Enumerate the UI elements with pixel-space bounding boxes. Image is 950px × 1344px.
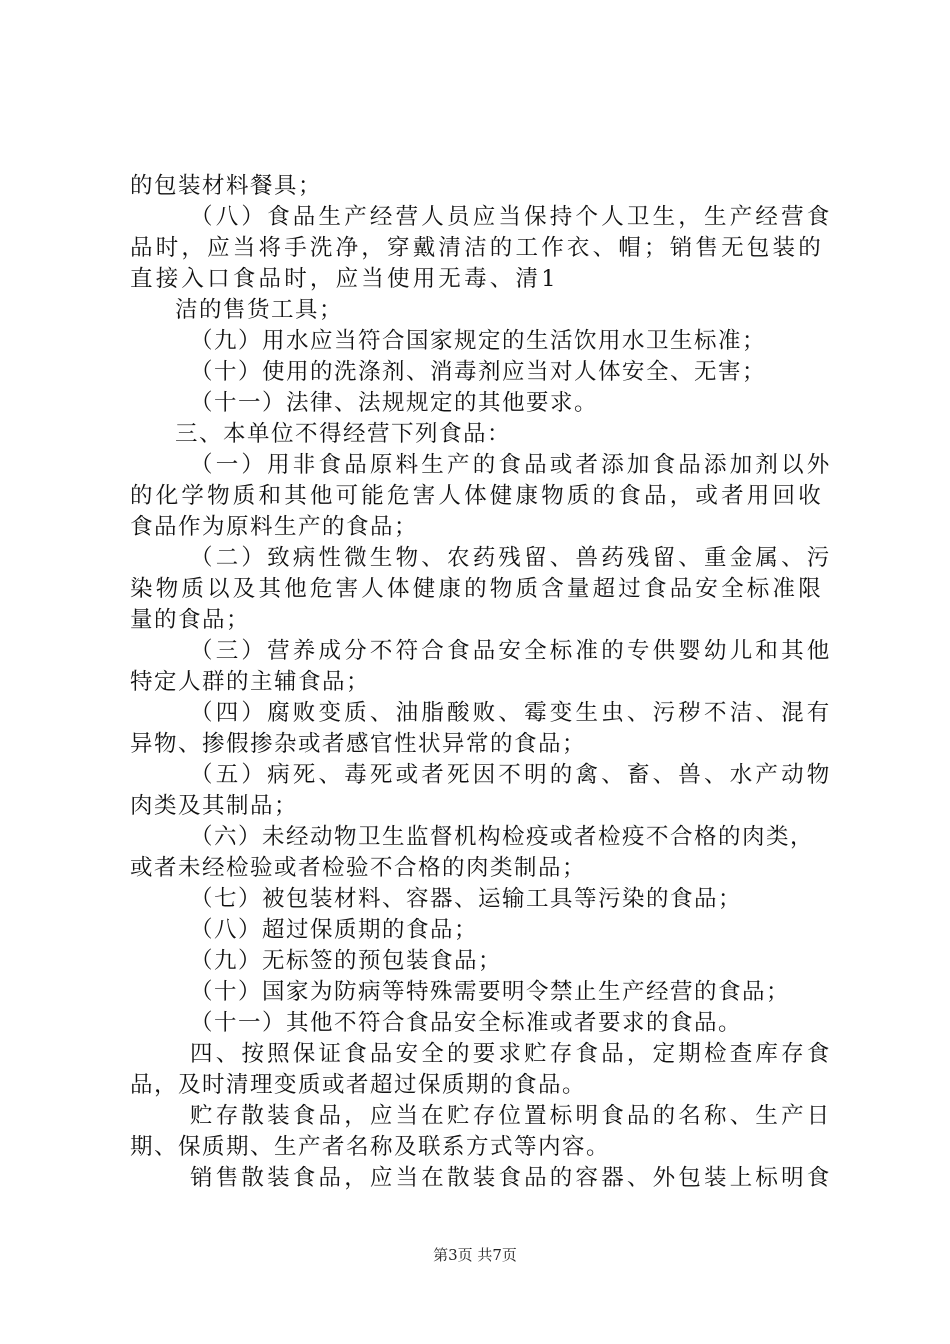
document-body: [130, 171, 840, 1194]
text-line: 贮存散装食品，应当在贮存位置标明食品的名称、生产日: [190, 1103, 833, 1129]
text-line: （十一）其他不符合食品安全标准或者要求的食品。: [190, 1010, 743, 1036]
page-footer: 第3页 共7页: [433, 1246, 517, 1264]
text-line: （八）超过保质期的食品；: [190, 917, 479, 943]
text-line: （八）食品生产经营人员应当保持个人卫生，生产经营食: [190, 204, 833, 230]
text-line: 品，及时清理变质或者超过保质期的食品。: [130, 1072, 587, 1098]
text-line: （五）病死、毒死或者死因不明的禽、畜、兽、水产动物: [190, 762, 833, 788]
text-line: （四）腐败变质、油脂酸败、霉变生虫、污秽不洁、混有: [190, 700, 833, 726]
text-line: （十一）法律、法规规定的其他要求。: [190, 390, 599, 416]
text-line: 异物、掺假掺杂或者感官性状异常的食品；: [130, 731, 587, 757]
text-line: 洁的售货工具；: [175, 297, 344, 323]
text-line: 三、本单位不得经营下列食品：: [175, 421, 512, 447]
text-line: （十）使用的洗涤剂、消毒剂应当对人体安全、无害；: [190, 359, 767, 385]
text-line: 特定人群的主辅食品；: [130, 669, 371, 695]
text-line: （二）致病性微生物、农药残留、兽药残留、重金属、污: [190, 545, 833, 571]
text-line: （十）国家为防病等特殊需要明令禁止生产经营的食品；: [190, 979, 791, 1005]
text-line: （三）营养成分不符合食品安全标准的专供婴幼儿和其他: [190, 638, 833, 664]
text-line: 直接入口食品时，应当使用无毒、清1: [130, 266, 559, 292]
text-line: 期、保质期、生产者名称及联系方式等内容。: [130, 1134, 611, 1160]
text-line: （九）用水应当符合国家规定的生活饮用水卫生标准；: [190, 328, 767, 354]
text-line: 量的食品；: [130, 607, 251, 633]
text-line: 销售散装食品，应当在散装食品的容器、外包装上标明食: [190, 1165, 833, 1191]
text-line: （七）被包装材料、容器、运输工具等污染的食品；: [190, 886, 743, 912]
text-line: 四、按照保证食品安全的要求贮存食品，定期检查库存食: [190, 1041, 833, 1067]
text-line: 染物质以及其他危害人体健康的物质含量超过食品安全标准限: [130, 576, 824, 602]
text-line: 食品作为原料生产的食品；: [130, 514, 419, 540]
text-line: 的化学物质和其他可能危害人体健康物质的食品，或者用回收: [130, 483, 824, 509]
text-line: 或者未经检验或者检验不合格的肉类制品；: [130, 855, 587, 881]
text-line: 的包装材料餐具；: [130, 173, 323, 199]
text-line: （一）用非食品原料生产的食品或者添加食品添加剂以外: [190, 452, 833, 478]
text-line: 肉类及其制品；: [130, 793, 299, 819]
text-line: 品时，应当将手洗净，穿戴清洁的工作衣、帽；销售无包装的: [130, 235, 824, 261]
text-line: （九）无标签的预包装食品；: [190, 948, 503, 974]
text-line: （六）未经动物卫生监督机构检疫或者检疫不合格的肉类，: [190, 824, 815, 850]
